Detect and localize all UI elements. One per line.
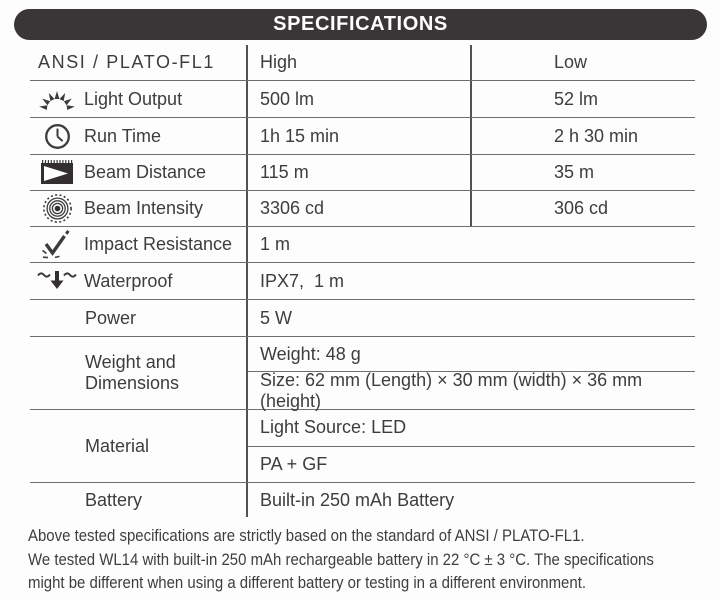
spec-value-text: 52 lm bbox=[554, 88, 599, 109]
spec-value-text: Weight: 48 g bbox=[260, 343, 361, 364]
table-row bbox=[30, 81, 695, 118]
table-row bbox=[30, 483, 695, 517]
specifications-header-bar bbox=[14, 9, 707, 40]
spec-value-group bbox=[246, 410, 695, 482]
spec-label-text: Power bbox=[85, 307, 137, 328]
spec-value bbox=[246, 300, 695, 336]
spec-label-text: ANSI / PLATO-FL1 bbox=[38, 52, 215, 73]
spec-value-text: Size: 62 mm (Length) × 30 mm (width) × 36 mm (height) bbox=[260, 369, 643, 411]
spec-value-text: 5 W bbox=[260, 307, 293, 328]
spec-label bbox=[30, 263, 246, 299]
spec-label bbox=[30, 483, 246, 517]
spec-value-text: Light Source: LED bbox=[260, 417, 407, 438]
spec-value-text: 115 m bbox=[260, 162, 309, 182]
spec-value bbox=[246, 263, 695, 299]
column-header-text: Low bbox=[554, 52, 588, 72]
spec-value-high bbox=[246, 81, 470, 117]
spec-value-text: 500 lm bbox=[260, 88, 315, 109]
spec-value-text: 3306 cd bbox=[260, 198, 325, 218]
page-title: SPECIFICATIONS bbox=[273, 13, 448, 35]
spec-label-text: Battery bbox=[85, 489, 143, 510]
spec-label bbox=[30, 191, 246, 226]
spec-value-low bbox=[470, 155, 695, 190]
spec-subvalue bbox=[248, 337, 695, 372]
spec-label-text: Waterproof bbox=[84, 270, 173, 291]
spec-label-text: Light Output bbox=[84, 88, 183, 109]
spec-label bbox=[30, 337, 246, 409]
spec-label bbox=[30, 300, 246, 336]
spec-subvalue bbox=[248, 410, 695, 447]
footnote-line: We tested WL14 with built-in 250 mAh rechargeable battery in 22 °C ± 3 °C. The specifications bbox=[28, 549, 654, 569]
beam-intensity-icon bbox=[30, 193, 84, 224]
spec-label-text: Weight and Dimensions bbox=[85, 352, 180, 393]
waterproof-icon bbox=[30, 268, 84, 294]
light-output-icon bbox=[30, 84, 84, 114]
spec-value-text: PA + GF bbox=[260, 453, 328, 474]
spec-value-text: 2 h 30 min bbox=[554, 125, 639, 146]
spec-label bbox=[30, 81, 246, 117]
spec-label-text: Impact Resistance bbox=[84, 234, 233, 255]
spec-value bbox=[246, 483, 695, 517]
spec-label bbox=[30, 45, 246, 80]
impact-resistance-icon bbox=[30, 230, 84, 260]
spec-subvalue bbox=[248, 369, 695, 411]
spec-value-group bbox=[246, 337, 695, 409]
table-row bbox=[30, 45, 695, 81]
spec-label bbox=[30, 118, 246, 154]
spec-value bbox=[246, 227, 695, 262]
spec-value-high bbox=[246, 191, 470, 226]
spec-value-text: 306 cd bbox=[554, 198, 609, 218]
spec-value-high bbox=[246, 155, 470, 190]
spec-label-text: Material bbox=[85, 435, 150, 456]
spec-label-text: Beam Distance bbox=[84, 162, 207, 183]
beam-distance-icon bbox=[30, 159, 84, 187]
table-row bbox=[30, 191, 695, 227]
spec-label bbox=[30, 155, 246, 190]
spec-value-low bbox=[470, 118, 695, 154]
footnote-line: might be different when using a different battery or testing in a different environment. bbox=[28, 573, 587, 592]
spec-value-text: 1 m bbox=[260, 234, 291, 254]
spec-label-text: Run Time bbox=[84, 125, 162, 146]
specifications-table bbox=[30, 45, 695, 517]
column-header-low bbox=[470, 45, 695, 80]
spec-value-low bbox=[470, 81, 695, 117]
footnote-line: Above tested specifications are strictly based on the standard of ANSI / PLATO-FL1. bbox=[28, 526, 585, 545]
spec-label bbox=[30, 227, 246, 262]
spec-label bbox=[30, 410, 246, 482]
spec-value-text: 1h 15 min bbox=[260, 125, 340, 146]
table-row bbox=[30, 227, 695, 263]
run-time-icon bbox=[30, 122, 84, 151]
spec-subvalue bbox=[248, 447, 695, 483]
table-row bbox=[30, 410, 695, 483]
table-row bbox=[30, 118, 695, 155]
column-header-text: High bbox=[260, 52, 298, 72]
spec-value-text: Built-in 250 mAh Battery bbox=[260, 489, 455, 510]
footnote bbox=[28, 524, 654, 595]
table-row bbox=[30, 155, 695, 191]
spec-value-high bbox=[246, 118, 470, 154]
table-row bbox=[30, 263, 695, 300]
column-header-high bbox=[246, 45, 470, 80]
spec-value-text: 35 m bbox=[554, 162, 595, 182]
table-row bbox=[30, 337, 695, 410]
spec-label-text: Beam Intensity bbox=[84, 198, 204, 219]
spec-value-text: IPX7, 1 m bbox=[260, 270, 345, 291]
table-row bbox=[30, 300, 695, 337]
spec-value-low bbox=[470, 191, 695, 226]
